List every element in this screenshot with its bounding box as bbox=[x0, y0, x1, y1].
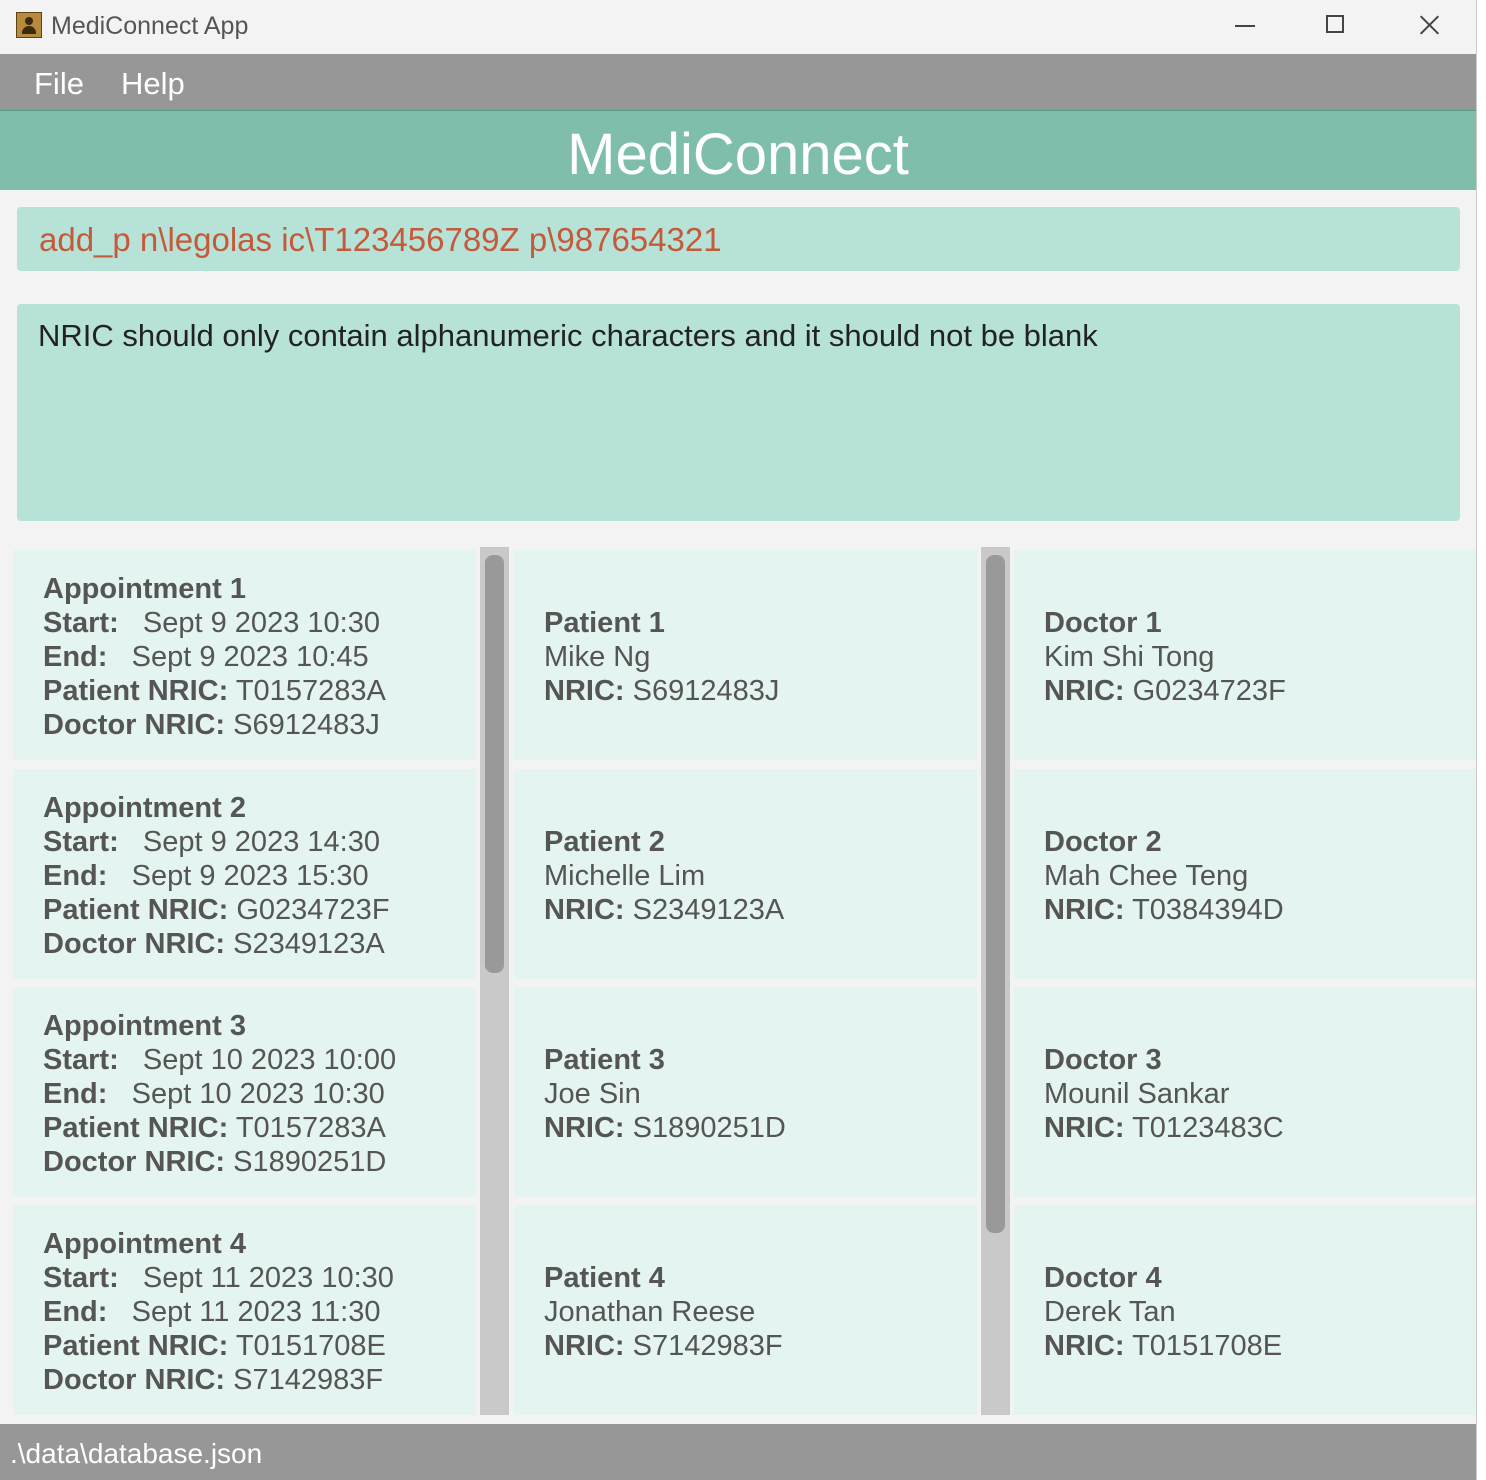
appointment-list-scrollbar[interactable] bbox=[480, 547, 509, 1415]
menu-file[interactable]: File bbox=[34, 66, 84, 101]
patient-nric-label: Patient NRIC: bbox=[43, 1112, 229, 1144]
appointment-title: Appointment 1 bbox=[43, 573, 246, 605]
doctor-card[interactable] bbox=[1014, 769, 1476, 979]
appointment-card[interactable] bbox=[13, 550, 476, 760]
doctor-title: Doctor 3 bbox=[1044, 1044, 1162, 1076]
doctor-name: Kim Shi Tong bbox=[1044, 641, 1215, 673]
patient-list-scrollbar[interactable] bbox=[981, 547, 1010, 1415]
appointment-list-scroll-thumb[interactable] bbox=[485, 555, 504, 973]
doctor-nric-label: Doctor NRIC: bbox=[43, 928, 226, 960]
doctor-nric: G0234723F bbox=[1132, 675, 1286, 707]
nric-label: NRIC: bbox=[1044, 1112, 1125, 1144]
patient-name: Michelle Lim bbox=[544, 860, 706, 892]
doctor-card[interactable] bbox=[1014, 987, 1476, 1197]
window-title: MediConnect App bbox=[51, 12, 249, 40]
patient-card[interactable] bbox=[514, 550, 977, 760]
patient-title: Patient 1 bbox=[544, 607, 665, 639]
app-header bbox=[0, 110, 1476, 190]
doctor-list[interactable] bbox=[1014, 547, 1476, 1415]
appointment-card[interactable] bbox=[13, 769, 476, 979]
doctor-name: Mah Chee Teng bbox=[1044, 860, 1249, 892]
nric-label: NRIC: bbox=[1044, 675, 1125, 707]
patient-list[interactable] bbox=[514, 547, 977, 1415]
patient-name: Jonathan Reese bbox=[544, 1296, 756, 1328]
appointment-card[interactable] bbox=[13, 1205, 476, 1415]
appointment-patient-nric: G0234723F bbox=[236, 894, 390, 926]
patient-nric: S6912483J bbox=[632, 675, 780, 707]
start-label: Start: bbox=[43, 826, 119, 858]
end-label: End: bbox=[43, 1296, 108, 1328]
close-icon[interactable] bbox=[1384, 0, 1474, 54]
appointment-end: Sept 10 2023 10:30 bbox=[131, 1078, 385, 1110]
result-display: NRIC should only contain alphanumeric characters and it should not be blank bbox=[17, 304, 1460, 521]
doctor-nric-label: Doctor NRIC: bbox=[43, 1364, 226, 1396]
doctor-nric: T0151708E bbox=[1132, 1330, 1283, 1362]
start-label: Start: bbox=[43, 1044, 119, 1076]
appointment-doctor-nric: S1890251D bbox=[233, 1146, 387, 1178]
appointment-list[interactable] bbox=[13, 547, 476, 1415]
appointment-title: Appointment 3 bbox=[43, 1010, 246, 1042]
doctor-title: Doctor 1 bbox=[1044, 607, 1162, 639]
patient-title: Patient 3 bbox=[544, 1044, 665, 1076]
appointment-patient-nric: T0157283A bbox=[235, 675, 386, 707]
patient-name: Mike Ng bbox=[544, 641, 651, 673]
doctor-name: Mounil Sankar bbox=[1044, 1078, 1230, 1110]
patient-nric: S7142983F bbox=[632, 1330, 783, 1362]
patient-title: Patient 4 bbox=[544, 1262, 665, 1294]
appointment-start: Sept 10 2023 10:00 bbox=[142, 1044, 397, 1076]
appointment-end: Sept 9 2023 15:30 bbox=[131, 860, 369, 892]
app-icon bbox=[16, 12, 42, 38]
nric-label: NRIC: bbox=[544, 675, 625, 707]
appointment-start: Sept 11 2023 10:30 bbox=[142, 1262, 394, 1294]
patient-nric-label: Patient NRIC: bbox=[43, 894, 229, 926]
patient-nric: S1890251D bbox=[632, 1112, 786, 1144]
start-label: Start: bbox=[43, 1262, 119, 1294]
appointment-title: Appointment 2 bbox=[43, 792, 246, 824]
appointment-start: Sept 9 2023 10:30 bbox=[142, 607, 380, 639]
patient-nric-label: Patient NRIC: bbox=[43, 675, 229, 707]
minimize-icon[interactable] bbox=[1200, 0, 1290, 54]
start-label: Start: bbox=[43, 607, 119, 639]
doctor-card[interactable] bbox=[1014, 1205, 1476, 1415]
status-bar bbox=[0, 1424, 1476, 1480]
doctor-title: Doctor 4 bbox=[1044, 1262, 1162, 1294]
doctor-title: Doctor 2 bbox=[1044, 826, 1162, 858]
appointment-doctor-nric: S6912483J bbox=[233, 709, 380, 741]
nric-label: NRIC: bbox=[544, 1330, 625, 1362]
doctor-nric-label: Doctor NRIC: bbox=[43, 709, 226, 741]
end-label: End: bbox=[43, 1078, 108, 1110]
menu-help[interactable]: Help bbox=[121, 66, 185, 101]
appointment-start: Sept 9 2023 14:30 bbox=[142, 826, 380, 858]
end-label: End: bbox=[43, 641, 108, 673]
appointment-end: Sept 9 2023 10:45 bbox=[131, 641, 369, 673]
patient-nric-label: Patient NRIC: bbox=[43, 1330, 229, 1362]
nric-label: NRIC: bbox=[1044, 894, 1125, 926]
page-title: MediConnect bbox=[567, 122, 909, 187]
menu-bar bbox=[0, 54, 1476, 110]
patient-card[interactable] bbox=[514, 1205, 977, 1415]
appointment-patient-nric: T0157283A bbox=[235, 1112, 386, 1144]
appointment-title: Appointment 4 bbox=[43, 1228, 246, 1260]
patient-title: Patient 2 bbox=[544, 826, 665, 858]
nric-label: NRIC: bbox=[544, 1112, 625, 1144]
end-label: End: bbox=[43, 860, 108, 892]
doctor-nric: T0384394D bbox=[1132, 894, 1284, 926]
appointment-end: Sept 11 2023 11:30 bbox=[131, 1296, 381, 1328]
title-bar bbox=[0, 0, 1476, 54]
patient-name: Joe Sin bbox=[544, 1078, 641, 1110]
patient-list-scroll-thumb[interactable] bbox=[986, 555, 1005, 1233]
doctor-nric: T0123483C bbox=[1132, 1112, 1284, 1144]
doctor-nric-label: Doctor NRIC: bbox=[43, 1146, 226, 1178]
data-file-path: .\data\database.json bbox=[10, 1438, 263, 1469]
appointment-doctor-nric: S7142983F bbox=[233, 1364, 384, 1396]
appointment-doctor-nric: S2349123A bbox=[233, 928, 385, 960]
nric-label: NRIC: bbox=[1044, 1330, 1125, 1362]
appointment-patient-nric: T0151708E bbox=[235, 1330, 386, 1362]
appointment-card[interactable] bbox=[13, 987, 476, 1197]
doctor-name: Derek Tan bbox=[1044, 1296, 1176, 1328]
maximize-icon[interactable] bbox=[1290, 0, 1380, 54]
patient-nric: S2349123A bbox=[632, 894, 785, 926]
doctor-card[interactable] bbox=[1014, 550, 1476, 760]
patient-card[interactable] bbox=[514, 987, 977, 1197]
command-input[interactable]: add_p n\legolas ic\T123456789Z p\987654321 bbox=[17, 207, 1460, 271]
nric-label: NRIC: bbox=[544, 894, 625, 926]
patient-card[interactable] bbox=[514, 769, 977, 979]
